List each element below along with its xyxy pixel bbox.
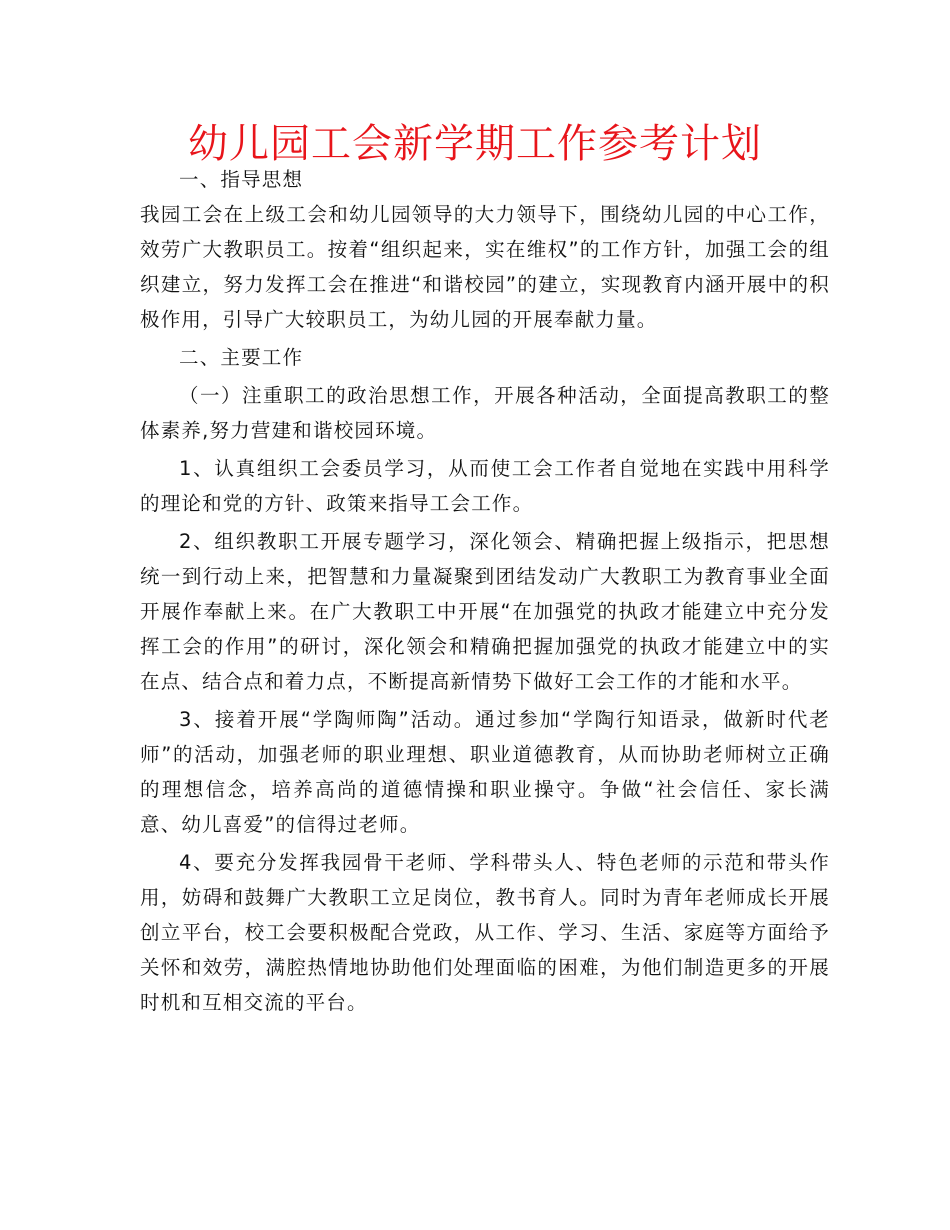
section-heading-main-work: 二、主要工作 <box>179 346 304 369</box>
subsection-heading-1: （一）注重职工的政治思想工作，开展各种活动，全面提高教职工的整体素养,努力营建和谐校园环境。 <box>140 384 830 442</box>
list-item-4: 4、要充分发挥我园骨干老师、学科带头人、特色老师的示范和带头作用，妨碍和鼓舞广大教职工立足岗位，教书育人。同时为青年老师成长开展创立平台，校工会要积极配合党政，从工作、学习、生活、家庭等方面给予关怀和效劳，满腔热情地协助他们处理面临的困难，为他们制造更多的开展时机和互相交流的平台。 <box>140 851 830 1014</box>
document-title: 幼儿园工会新学期工作参考计划 <box>188 121 762 167</box>
list-item-2: 2、组织教职工开展专题学习，深化领会、精确把握上级指示，把思想统一到行动上来，把智慧和力量凝聚到团结发动广大教职工为教育事业全面开展作奉献上来。在广大教职工中开展“在加强党的执政才能建立中充分发挥工会的作用”的研讨，深化领会和精确把握加强党的执政才能建立中的实在点、结合点和着力点，不断提高新情势下做好工会工作的才能和水平。 <box>140 530 830 693</box>
list-item-3: 3、接着开展“学陶师陶”活动。通过参加“学陶行知语录，做新时代老师”的活动，加强老师的职业理想、职业道德教育，从而协助老师树立正确的理想信念，培养高尚的道德情操和职业操守。争做“社会信任、家长满意、幼儿喜爱”的信得过老师。 <box>140 708 830 836</box>
section-heading-guiding-ideology: 一、指导思想 <box>179 168 304 191</box>
paragraph-guiding-ideology: 我园工会在上级工会和幼儿园领导的大力领导下，围绕幼儿园的中心工作，效劳广大教职员工。按着“组织起来，实在维权”的工作方针，加强工会的组织建立，努力发挥工会在推进“和谐校园”的建立，实现教育内涵开展中的积极作用，引导广大较职员工，为幼儿园的开展奉献力量。 <box>140 203 830 331</box>
list-item-1: 1、认真组织工会委员学习，从而使工会工作者自觉地在实践中用科学的理论和党的方针、政策来指导工会工作。 <box>140 457 830 515</box>
document-body <box>140 162 830 1020</box>
